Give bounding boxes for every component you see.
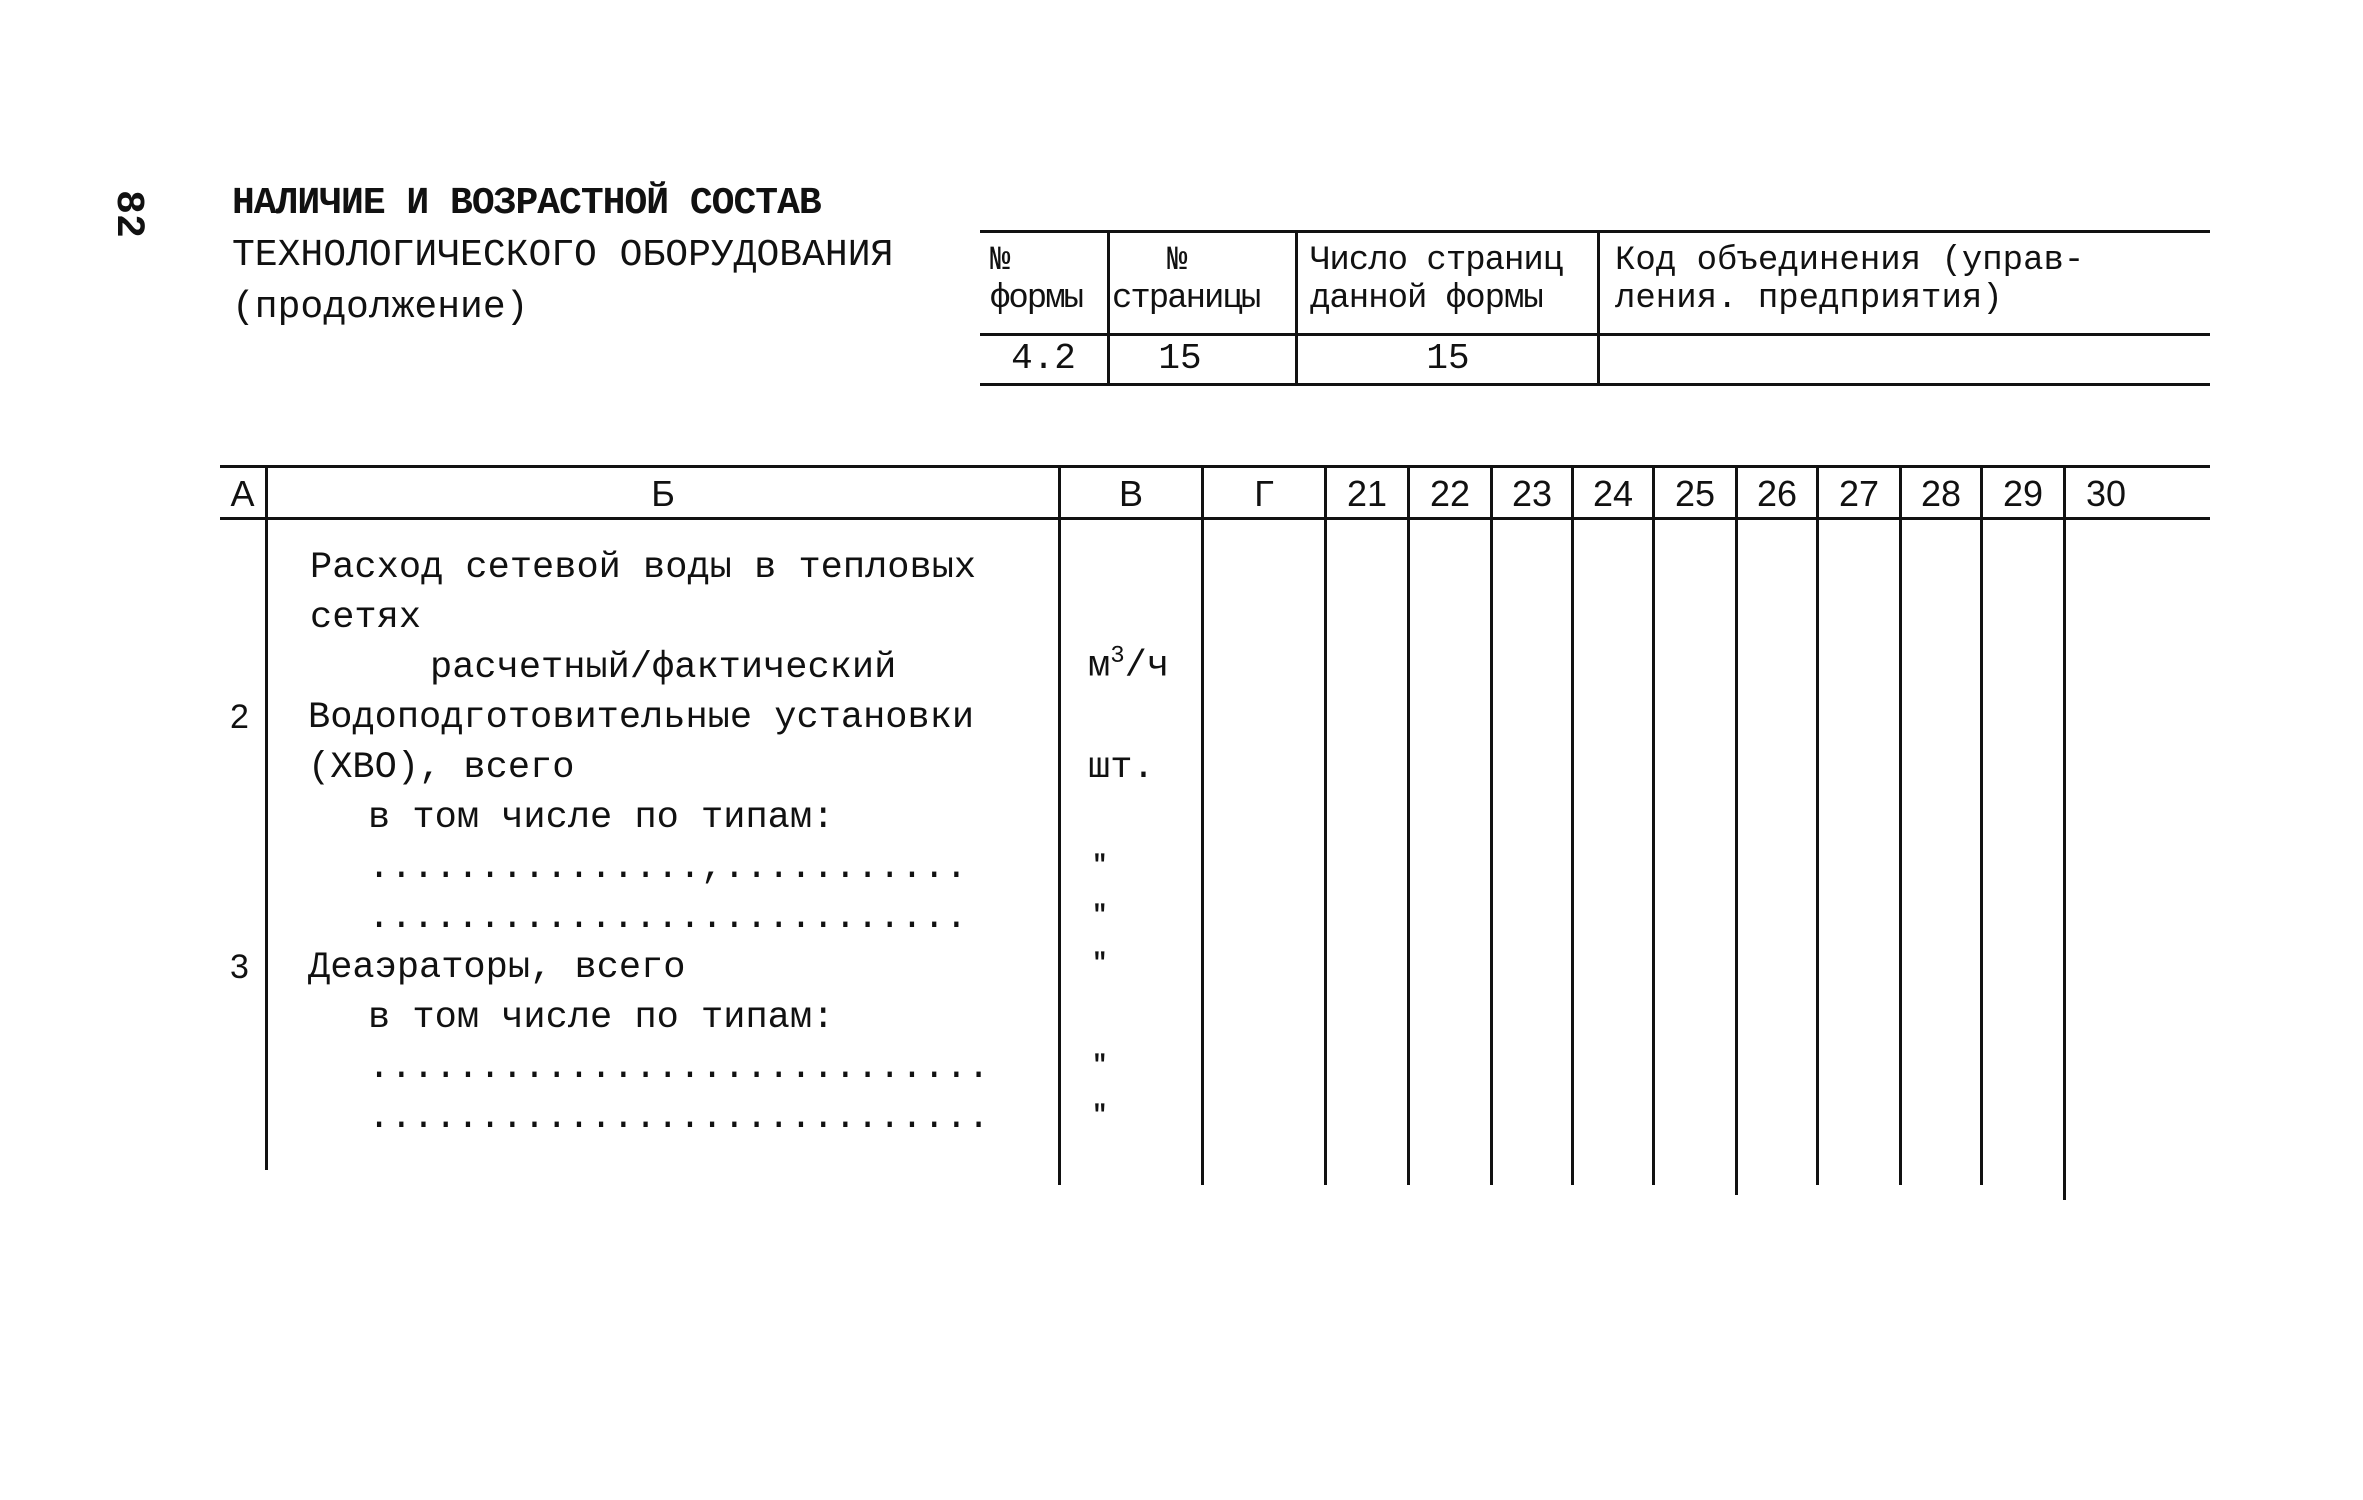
ditto-mark: " — [1092, 850, 1108, 880]
page-no-label: № страницы — [1112, 242, 1260, 318]
col-header-29: 29 — [2002, 473, 2044, 514]
form-header-table — [980, 230, 2210, 386]
col-header-v: В — [1118, 473, 1143, 514]
col-header-27: 27 — [1838, 473, 1880, 514]
document-title — [232, 178, 893, 334]
page-number: 82 — [105, 190, 150, 239]
form-no-label: № формы — [990, 242, 1083, 318]
title-line-2: ТЕХНОЛОГИЧЕСКОГО ОБОРУДОВАНИЯ — [232, 234, 894, 277]
dotted-line: ........................... — [368, 897, 968, 939]
title-line-3: (продолжение) — [232, 286, 529, 329]
row-text: в том числе по типам: — [368, 797, 835, 839]
row-text: сетях — [310, 597, 422, 639]
dotted-line: ............................ — [368, 1097, 990, 1139]
row-number: 2 — [230, 698, 249, 736]
row-text: Водоподготовительные установки — [308, 697, 975, 739]
form-no-value: 4.2 — [1011, 338, 1076, 379]
col-header-23: 23 — [1511, 473, 1553, 514]
equipment-table — [220, 465, 2210, 1205]
pages-count-label: Число страниц данной формы — [1310, 242, 1563, 318]
ditto-mark: " — [1092, 1050, 1108, 1080]
col-header-25: 25 — [1674, 473, 1716, 514]
row-text: в том числе по типам: — [368, 997, 835, 1039]
col-header-21: 21 — [1346, 473, 1388, 514]
ditto-mark: " — [1092, 900, 1108, 930]
ditto-mark: " — [1092, 1100, 1108, 1130]
col-header-22: 22 — [1429, 473, 1471, 514]
col-header-30: 30 — [2085, 473, 2127, 514]
pages-total-value: 15 — [1426, 338, 1470, 379]
page-no-value: 15 — [1158, 338, 1202, 379]
row-text: (ХВО), всего — [308, 747, 575, 789]
col-header-g: Г — [1254, 473, 1274, 514]
col-header-a: А — [230, 473, 255, 514]
row-number: 3 — [230, 948, 249, 986]
row-text: Расход сетевой воды в тепловых — [310, 547, 977, 589]
col-header-b: Б — [651, 473, 675, 514]
dotted-line: ............................ — [368, 1047, 990, 1089]
col-header-28: 28 — [1920, 473, 1962, 514]
unit-pieces: шт. — [1088, 747, 1155, 789]
title-line-1: НАЛИЧИЕ И ВОЗРАСТНОЙ СОСТАВ — [232, 182, 821, 225]
unit-flow: $м^3/ч$ — [1088, 643, 1170, 688]
col-header-24: 24 — [1592, 473, 1634, 514]
dotted-line: ...............,........... — [368, 847, 968, 889]
row-text: Деаэраторы, всего — [308, 947, 686, 989]
org-code-label: Код объединения (управ- ления. предприятия) — [1615, 242, 2085, 318]
row-text: расчетный/фактический — [430, 647, 897, 689]
ditto-mark: " — [1092, 948, 1108, 978]
col-header-26: 26 — [1756, 473, 1798, 514]
